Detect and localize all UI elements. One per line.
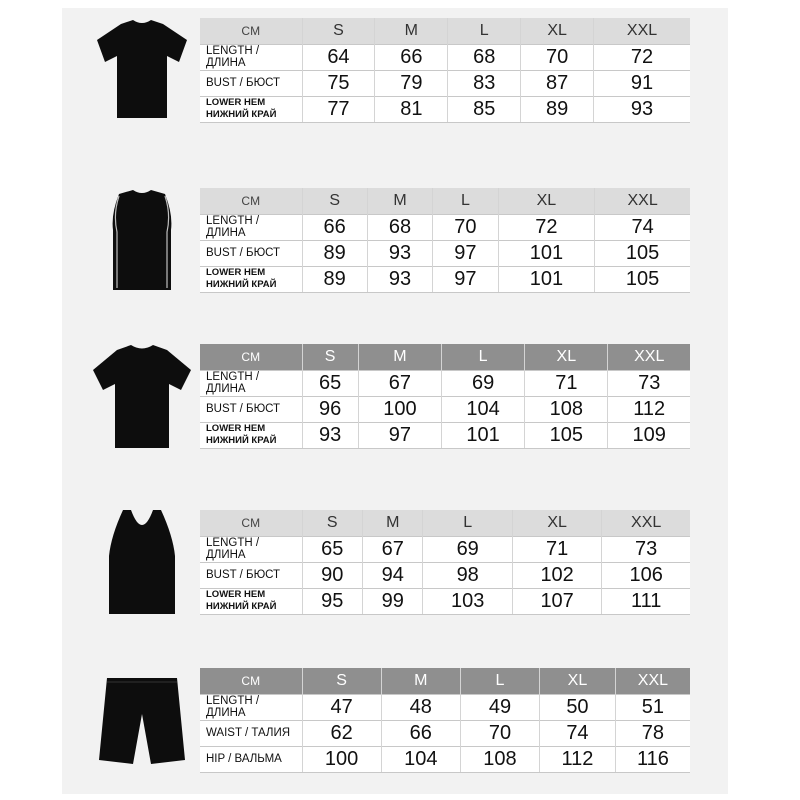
table-cell: 64 xyxy=(302,44,375,70)
table-cell: 105 xyxy=(525,422,608,448)
table-cell: 65 xyxy=(302,370,358,396)
table-cell: 102 xyxy=(512,562,601,588)
table-cell: 78 xyxy=(615,720,690,746)
table-cell: 75 xyxy=(302,70,375,96)
size-table xyxy=(200,188,690,293)
size-block-tshirt xyxy=(62,10,728,128)
size-header: L xyxy=(433,188,498,214)
row-label-line: LOWER HEM xyxy=(206,97,266,108)
size-header: L xyxy=(460,668,539,694)
row-label: LENGTH / ДЛИНА xyxy=(200,44,302,70)
table-cell: 103 xyxy=(423,588,512,614)
table-cell: 73 xyxy=(608,370,690,396)
table-cell: 48 xyxy=(381,694,460,720)
size-header: M xyxy=(381,668,460,694)
tank-top-icon xyxy=(82,506,202,616)
table-cell: 105 xyxy=(595,240,690,266)
table-cell: 50 xyxy=(540,694,616,720)
table-cell: 101 xyxy=(498,266,595,292)
table-cell: 109 xyxy=(608,422,690,448)
size-table xyxy=(200,344,690,449)
table-cell: 67 xyxy=(358,370,441,396)
table-cell: 49 xyxy=(460,694,539,720)
table-cell: 95 xyxy=(302,588,362,614)
table-cell: 66 xyxy=(302,214,367,240)
size-header: XXL xyxy=(595,188,690,214)
table-cell: 69 xyxy=(423,536,512,562)
table-cell: 70 xyxy=(521,44,594,70)
size-header: XL xyxy=(521,18,594,44)
compression-tshirt-icon xyxy=(82,14,202,124)
table-cell: 79 xyxy=(375,70,448,96)
size-header: M xyxy=(358,344,441,370)
table-cell: 74 xyxy=(540,720,616,746)
row-label: HIP / ВАЛЬМА xyxy=(200,746,302,772)
table-cell: 108 xyxy=(460,746,539,772)
size-header: S xyxy=(302,344,358,370)
table-cell: 66 xyxy=(375,44,448,70)
size-header: XL xyxy=(525,344,608,370)
row-label xyxy=(200,422,302,448)
row-label-line: LOWER HEM xyxy=(206,267,266,278)
table-cell: 72 xyxy=(498,214,595,240)
size-block-tank-top xyxy=(62,502,728,620)
table-cell: 101 xyxy=(442,422,525,448)
row-label xyxy=(200,266,302,292)
unit-header: CM xyxy=(200,510,302,536)
size-header: XXL xyxy=(608,344,690,370)
row-label: LENGTH / ДЛИНА xyxy=(200,214,302,240)
table-cell: 89 xyxy=(521,96,594,122)
size-header: S xyxy=(302,510,362,536)
row-label: BUST / БЮСТ xyxy=(200,396,302,422)
size-header: L xyxy=(448,18,521,44)
row-label: BUST / БЮСТ xyxy=(200,70,302,96)
table-cell: 67 xyxy=(362,536,422,562)
size-header: S xyxy=(302,668,381,694)
table-cell: 104 xyxy=(442,396,525,422)
table-cell: 99 xyxy=(362,588,422,614)
unit-header: CM xyxy=(200,668,302,694)
table-cell: 91 xyxy=(594,70,690,96)
row-label xyxy=(200,96,302,122)
table-cell: 93 xyxy=(302,422,358,448)
row-label: LENGTH / ДЛИНА xyxy=(200,536,302,562)
table-cell: 68 xyxy=(367,214,432,240)
size-header: M xyxy=(362,510,422,536)
table-cell: 105 xyxy=(595,266,690,292)
size-header: XL xyxy=(512,510,601,536)
table-cell: 68 xyxy=(448,44,521,70)
row-label-line: НИЖНИЙ КРАЙ xyxy=(206,601,277,612)
table-cell: 90 xyxy=(302,562,362,588)
table-cell: 83 xyxy=(448,70,521,96)
size-header: XL xyxy=(498,188,595,214)
size-table xyxy=(200,668,690,773)
shorts-icon xyxy=(82,664,202,774)
row-label: WAIST / ТАЛИЯ xyxy=(200,720,302,746)
size-table xyxy=(200,510,690,615)
row-label-line: LOWER HEM xyxy=(206,589,266,600)
table-cell: 116 xyxy=(615,746,690,772)
table-cell: 47 xyxy=(302,694,381,720)
size-header: M xyxy=(375,18,448,44)
table-cell: 104 xyxy=(381,746,460,772)
table-cell: 73 xyxy=(602,536,690,562)
unit-header: CM xyxy=(200,344,302,370)
row-label-line: LOWER HEM xyxy=(206,423,266,434)
table-cell: 70 xyxy=(460,720,539,746)
size-block-shorts xyxy=(62,660,728,778)
table-cell: 77 xyxy=(302,96,375,122)
table-cell: 65 xyxy=(302,536,362,562)
table-cell: 111 xyxy=(602,588,690,614)
unit-header: CM xyxy=(200,18,302,44)
table-cell: 51 xyxy=(615,694,690,720)
table-cell: 89 xyxy=(302,240,367,266)
loose-tshirt-icon xyxy=(82,340,202,450)
table-cell: 71 xyxy=(512,536,601,562)
table-cell: 72 xyxy=(594,44,690,70)
table-cell: 106 xyxy=(602,562,690,588)
size-header: L xyxy=(442,344,525,370)
row-label: BUST / БЮСТ xyxy=(200,240,302,266)
row-label-line: НИЖНИЙ КРАЙ xyxy=(206,435,277,446)
table-cell: 112 xyxy=(540,746,616,772)
table-cell: 97 xyxy=(433,240,498,266)
table-cell: 93 xyxy=(367,266,432,292)
size-block-loose-tshirt xyxy=(62,336,728,454)
table-cell: 93 xyxy=(594,96,690,122)
table-cell: 100 xyxy=(358,396,441,422)
table-cell: 74 xyxy=(595,214,690,240)
sleeveless-compression-top-icon xyxy=(82,184,202,294)
row-label-line: НИЖНИЙ КРАЙ xyxy=(206,109,277,120)
table-cell: 93 xyxy=(367,240,432,266)
size-header: XXL xyxy=(602,510,690,536)
table-cell: 97 xyxy=(358,422,441,448)
row-label xyxy=(200,588,302,614)
size-block-sleeveless-top xyxy=(62,180,728,298)
table-cell: 98 xyxy=(423,562,512,588)
size-header: M xyxy=(367,188,432,214)
table-cell: 62 xyxy=(302,720,381,746)
row-label: BUST / БЮСТ xyxy=(200,562,302,588)
size-table xyxy=(200,18,690,123)
table-cell: 87 xyxy=(521,70,594,96)
size-header: S xyxy=(302,188,367,214)
size-header: XXL xyxy=(594,18,690,44)
table-cell: 108 xyxy=(525,396,608,422)
table-cell: 101 xyxy=(498,240,595,266)
table-cell: 100 xyxy=(302,746,381,772)
table-cell: 96 xyxy=(302,396,358,422)
row-label: LENGTH / ДЛИНА xyxy=(200,694,302,720)
size-header: S xyxy=(302,18,375,44)
size-header: L xyxy=(423,510,512,536)
row-label-line: НИЖНИЙ КРАЙ xyxy=(206,279,277,290)
size-header: XXL xyxy=(615,668,690,694)
table-cell: 89 xyxy=(302,266,367,292)
table-cell: 69 xyxy=(442,370,525,396)
table-cell: 85 xyxy=(448,96,521,122)
unit-header: CM xyxy=(200,188,302,214)
table-cell: 70 xyxy=(433,214,498,240)
table-cell: 81 xyxy=(375,96,448,122)
table-cell: 107 xyxy=(512,588,601,614)
size-header: XL xyxy=(540,668,616,694)
table-cell: 112 xyxy=(608,396,690,422)
table-cell: 97 xyxy=(433,266,498,292)
table-cell: 71 xyxy=(525,370,608,396)
table-cell: 66 xyxy=(381,720,460,746)
table-cell: 94 xyxy=(362,562,422,588)
row-label: LENGTH / ДЛИНА xyxy=(200,370,302,396)
